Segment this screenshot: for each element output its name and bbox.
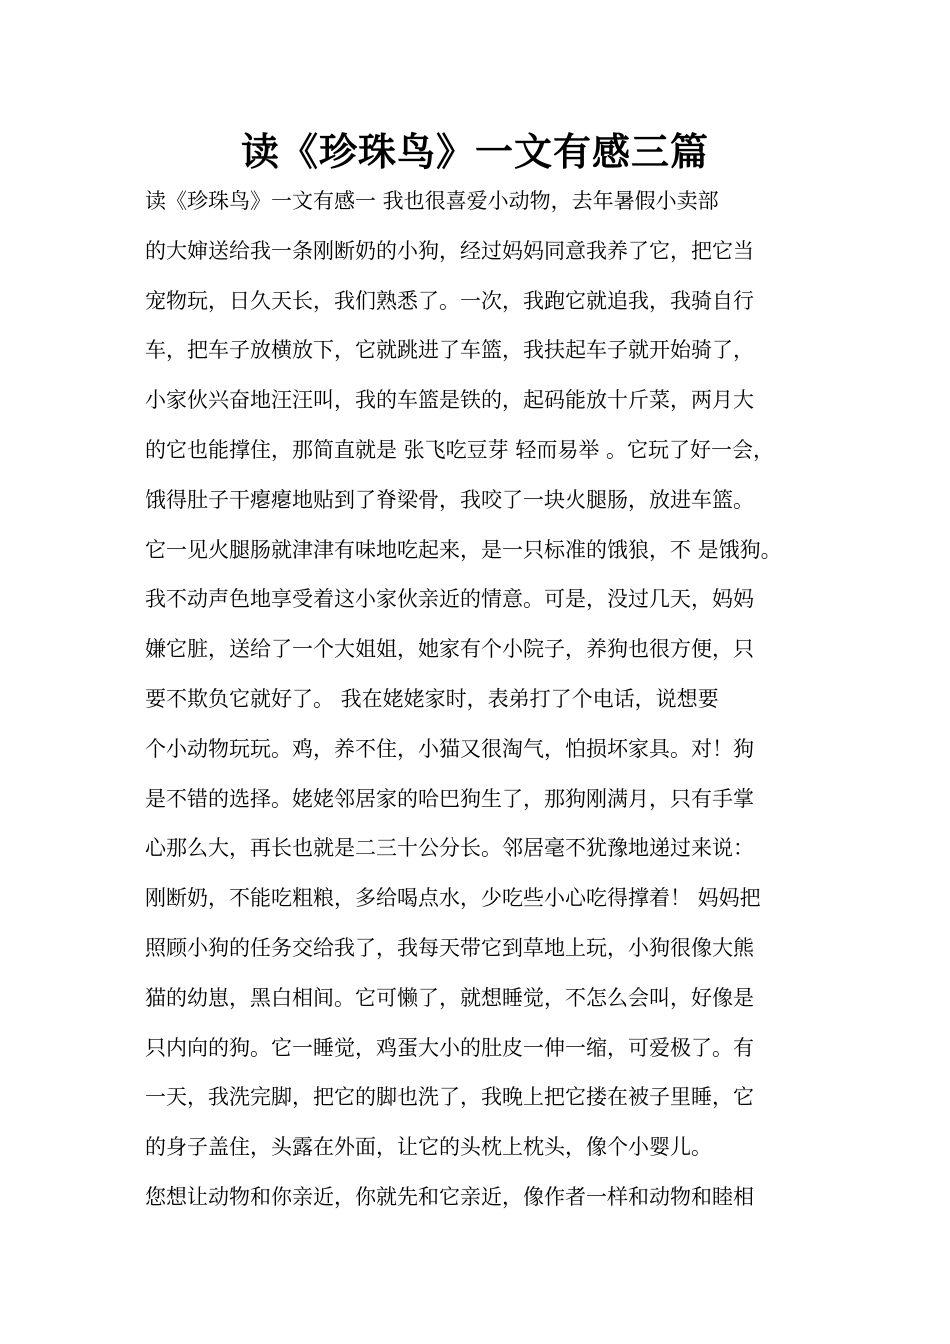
text-line: 饿得肚子干瘪瘪地贴到了脊梁骨，我咬了一块火腿肠，放进车篮。 (145, 487, 754, 512)
text-line: 只内向的狗。它一睡觉，鸡蛋大小的肚皮一伸一缩，可爱极了。有 (145, 1035, 754, 1060)
text-line: 心那么大，再长也就是二三十公分长。邻居毫不犹豫地递过来说： (145, 836, 754, 861)
text-line: 车，把车子放横放下，它就跳进了车篮，我扶起车子就开始骑了， (145, 338, 754, 363)
text-line: 的大婶送给我一条刚断奶的小狗，经过妈妈同意我养了它，把它当 (145, 238, 754, 263)
text-line: 的它也能撑住，那简直就是 张飞吃豆芽 轻而易举 。它玩了好一会， (145, 437, 775, 462)
text-line: 您想让动物和你亲近，你就先和它亲近，像作者一样和动物和睦相 (145, 1184, 754, 1209)
text-line: 我不动声色地享受着这小家伙亲近的情意。可是，没过几天，妈妈 (145, 587, 754, 612)
text-line: 嫌它脏，送给了一个大姐姐，她家有个小院子，养狗也很方便，只 (145, 637, 754, 662)
text-line: 一天，我洗完脚，把它的脚也洗了，我晚上把它搂在被子里睡，它 (145, 1085, 754, 1110)
text-line: 照顾小狗的任务交给我了，我每天带它到草地上玩，小狗很像大熊 (145, 935, 754, 960)
text-line: 宠物玩，日久天长，我们熟悉了。一次，我跑它就追我，我骑自行 (145, 288, 754, 313)
text-line: 猫的幼崽，黑白相间。它可懒了，就想睡觉，不怎么会叫，好像是 (145, 985, 754, 1010)
text-line: 要不欺负它就好了。 我在姥姥家时，表弟打了个电话，说想要 (145, 686, 719, 711)
text-line: 的身子盖住，头露在外面，让它的头枕上枕头，像个小婴儿。 (145, 1135, 712, 1160)
document-body (145, 181, 830, 1227)
text-line: 小家伙兴奋地汪汪叫，我的车篮是铁的，起码能放十斤菜，两月大 (145, 388, 754, 413)
text-line: 读《珍珠鸟》一文有感一 我也很喜爱小动物，去年暑假小卖部 (145, 189, 719, 213)
text-line: 刚断奶，不能吃粗粮，多给喝点水，少吃些小心吃得撑着！ 妈妈把 (145, 886, 761, 911)
document-title: 读《珍珠鸟》一文有感三篇 (240, 130, 709, 174)
text-line: 是不错的选择。姥姥邻居家的哈巴狗生了，那狗刚满月，只有手掌 (145, 786, 754, 811)
text-line: 个小动物玩玩。鸡，养不住，小猫又很淘气，怕损坏家具。对！狗 (145, 736, 754, 761)
text-line: 它一见火腿肠就津津有味地吃起来，是一只标准的饿狼，不 是饿狗。 (145, 537, 782, 562)
